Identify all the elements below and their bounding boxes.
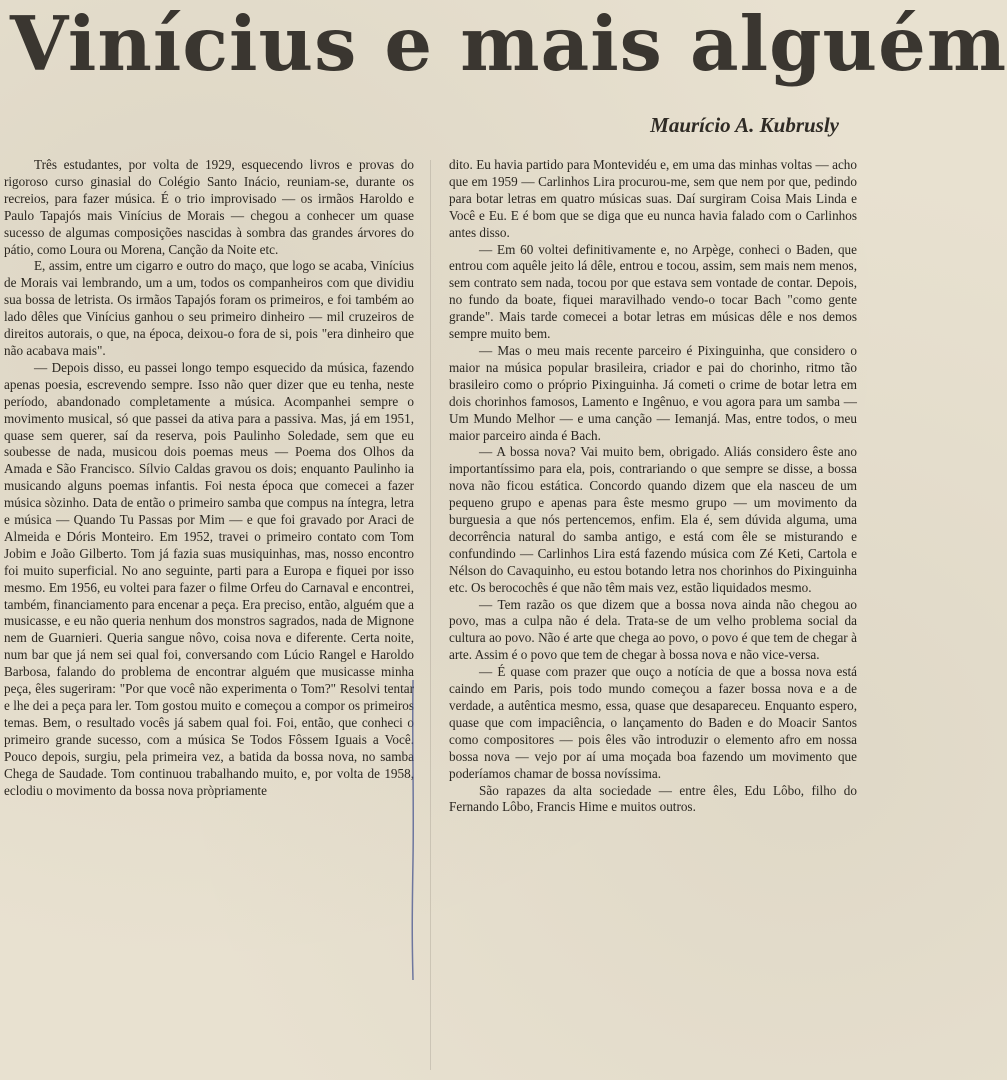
- byline: Maurício A. Kubrusly: [650, 113, 839, 137]
- column-divider: [430, 160, 431, 1070]
- paragraph: dito. Eu havia partido para Montevidéu e, em uma das minhas voltas — acho que em 1959 — Carlinhos Lira procurou-me, sem que nem por que, pedindo para botar letras em quatro músicas suas. Daí surgiram Coisa Mais Linda e Você e Eu. E é bom que se diga que eu nunca havia falado com o Carlinhos antes disso.: [449, 157, 857, 240]
- paragraph: — É quase com prazer que ouço a notícia de que a bossa nova está caindo em Paris, pois todo mundo começou a fazer bossa nova e a de verdade, a autêntica mesmo, essa, quase que desapareceu. Enquanto espero, quase que com impaciência, o lançamento do Baden e do Moacir Santos como compositores — pois êles vão introduzir o elemento afro em nossa bossa nova — vejo por aí uma moçada boa fazendo um movimento que poderíamos chamar de bossa novíssima.: [449, 664, 857, 781]
- left-column: [4, 157, 414, 799]
- paragraph: — Mas o meu mais recente parceiro é Pixinguinha, que considero o maior na música popular brasileira, criador e pai do chorinho, ritmo tão brasileiro como o próprio Pixinguinha. Já cometi o crime de botar letra em dois chorinhos famosos, Lamento e Ingênuo, e vou agora para um samba — Um Mundo Melhor — e uma canção — Iemanjá. Mas, entre todos, o meu maior parceiro ainda é Bach.: [449, 342, 857, 443]
- paragraph: — A bossa nova? Vai muito bem, obrigado. Aliás considero êste ano importantíssimo para ela, pois, contrariando o que sempre se disse, a bossa nova não ficou estática. Concordo quando dizem que ela nasceu de um pequeno grupo e apenas para êste mesmo grupo — um movimento da burguesia a que nós pertencemos, enfim. Ela é, sem dúvida alguma, uma decorrência natural do samba antigo, e está com êle se misturando e confundindo — Carlinhos Lira está fazendo música com Zé Keti, Cartola e Nélson do Cavaquinho, eu estou botando letra nos chorinhos do Pixinguinha etc. Os berocochês é que não têm mais vez, estão liquidados mesmo.: [449, 444, 857, 595]
- paragraph: São rapazes da alta sociedade — entre êles, Edu Lôbo, filho do Fernando Lôbo, Francis Hime e muitos outros.: [449, 782, 857, 815]
- paragraph: — Tem razão os que dizem que a bossa nova ainda não chegou ao povo, mas a culpa não é dela. Trata-se de um velho problema social da cultura ao povo. Não é arte que chega ao povo, o povo é que tem de chegar à arte. Assim é o povo que tem de chegar à bossa nova e não vice-versa.: [449, 596, 857, 663]
- right-column: [449, 157, 857, 816]
- pen-margin-mark: [410, 680, 416, 980]
- headline: Vinícius e mais alguém: [10, 0, 1007, 88]
- paragraph: Três estudantes, por volta de 1929, esquecendo livros e provas do rigoroso curso ginasial do Colégio Santo Inácio, reuniam-se, durante os recreios, para fazer música. É o trio improvisado — os irmãos Haroldo e Paulo Tapajós mais Vinícius de Morais — chegou a conhecer um quase sucesso de algumas composições nascidas à sombra das grandes árvores do pátio, como Loura ou Morena, Canção da Noite etc.: [4, 157, 414, 257]
- paragraph: — Em 60 voltei definitivamente e, no Arpège, conheci o Baden, que entrou com aquêle jeito lá dêle, entrou e tocou, assim, sem mais nem menos, sem contrato sem nada, tocou por que estava sem vontade de contar. Depois, no fundo da boate, fiquei maravilhado vendo-o tocar Bach "como gente grande". Mais tarde comecei a botar letras em músicas dêle e nos demos sempre muito bem.: [449, 241, 857, 342]
- paragraph: — Depois disso, eu passei longo tempo esquecido da música, fazendo apenas poesia, escrevendo sempre. Isso não quer dizer que eu tenha, neste período, abandonado completamente a música. Acompanhei sempre o movimento musical, só que passei da ativa para a passiva. Mas, já em 1951, quase sem querer, saí da reserva, pois Paulinho Soledade, sem que eu soubesse de nada, musicou dois poemas meus — Poema dos Olhos da Amada e São Francisco. Sílvio Caldas gravou os dois; enquanto Paulinho ia musicando alguns poemas infantis. Foi nesta época que comecei a fazer música sòzinho. Data de então o primeiro samba que compus na íntegra, letra e música — Quando Tu Passas por Mim — e que foi gravado por Araci de Almeida e Dóris Monteiro. Em 1952, travei o primeiro contato com Tom Jobim e João Gilberto. Tom já fazia suas musiquinhas, mas, nosso encontro foi muito superficial. No ano seguinte, parti para a Europa e fiquei por isso mesmo. Em 1956, eu voltei para fazer o filme Orfeu do Carnaval e encontrei, também, financiamento para encenar a peça. Era preciso, então, alguém que a musicasse, e eu não queria nenhum dos monstros sagrados, nada de Mignone nem de Guarnieri. Queria sangue nôvo, coisa nova e diferente. Certa noite, num bar que já nem sei qual foi, conversando com Lúcio Rangel e Haroldo Barbosa, falando do problema de encontrar alguém que musicasse minha peça, êles sugeriram: "Por que você não experimenta o Tom?" Resolvi tentar e lhe dei a peça para ler. Tom gostou muito e começou a compor os primeiros temas. Bem, o resultado vocês já sabem qual foi. Foi, então, que conheci o primeiro grande sucesso, com a música Se Todos Fôssem Iguais a Você. Pouco depois, surgiu, pela primeira vez, a batida da bossa nova, no samba Chega de Saudade. Tom continuou trabalhando muito, e, por volta de 1958, eclodiu o movimento da bossa nova pròpriamente: [4, 359, 414, 798]
- paragraph: E, assim, entre um cigarro e outro do maço, que logo se acaba, Vinícius de Morais vai lembrando, um a um, todos os companheiros com que dividiu sua bossa de letrista. Os irmãos Tapajós foram os primeiros, e foi também ao lado dêles que Vinícius ganhou o seu primeiro dinheiro — mil cruzeiros de direitos autorais, o que, na época, deixou-o fora de si, pois "era dinheiro que não acabava mais".: [4, 258, 414, 358]
